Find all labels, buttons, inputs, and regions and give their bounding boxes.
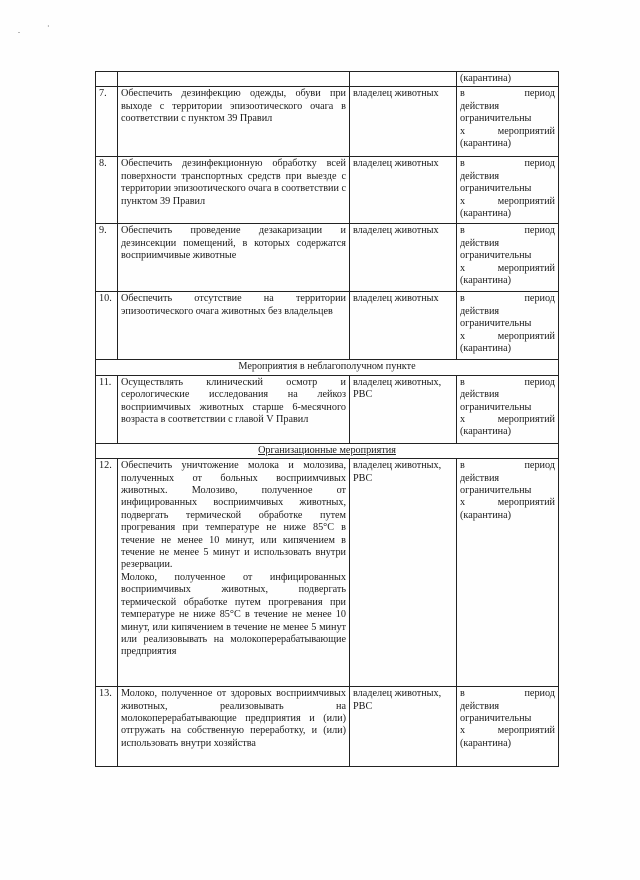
row-responsible: владелец животных: [350, 292, 457, 360]
term-line: действия: [460, 389, 500, 401]
term-word: в: [460, 225, 465, 237]
row-responsible: владелец животных: [350, 157, 457, 224]
term-line: (карантина): [460, 343, 512, 355]
term-word: мероприятий: [497, 262, 555, 274]
row-task: [118, 459, 350, 687]
row-task: Обеспечить дезинфекционную обработку всей поверхности транспортных средств при выезде с территории эпизоотического очага в соответствии с пунктом 39 Правил: [118, 157, 350, 224]
row-term: [457, 687, 559, 767]
term-line: (карантина): [460, 275, 512, 287]
row-responsible: владелец животных: [350, 224, 457, 292]
term-word: в: [460, 376, 465, 388]
row-responsible: [350, 72, 457, 87]
row-responsible: владелец животных, РВС: [350, 459, 457, 687]
row-term: [457, 292, 559, 360]
row-number: 9.: [96, 224, 118, 292]
term-word: х: [460, 497, 466, 509]
row-term: [457, 87, 559, 157]
row-number: 7.: [96, 87, 118, 157]
section-title-text: Организационные мероприятия: [258, 444, 396, 456]
term-line: ограничительны: [460, 713, 532, 725]
term-word: период: [524, 688, 555, 700]
term-word: х: [460, 195, 466, 207]
term-line: (карантина): [460, 426, 512, 438]
term-line: действия: [460, 700, 500, 712]
row-number: 13.: [96, 687, 118, 767]
table-row: [96, 292, 559, 360]
term-word: х: [460, 414, 466, 426]
row-task: Молоко, полученное от здоровых восприимчивых животных, реализовывать на молокоперерабатывающие предприятия и (или) отгружать на собственную переработку, и (или) использовать внутри хозяйства: [118, 687, 350, 767]
term-word: период: [524, 460, 555, 472]
term-word: мероприятий: [497, 497, 555, 509]
term-word: период: [524, 158, 555, 170]
term-word: период: [524, 88, 555, 100]
term-word: х: [460, 125, 466, 137]
row-term: [457, 224, 559, 292]
table-row: [96, 459, 559, 687]
term-word: мероприятий: [497, 725, 555, 737]
term-line: ограничительны: [460, 250, 532, 262]
term-word: х: [460, 725, 466, 737]
term-line: действия: [460, 237, 500, 249]
table-row: [96, 224, 559, 292]
term-word: в: [460, 688, 465, 700]
term-word: период: [524, 376, 555, 388]
term-word: х: [460, 262, 466, 274]
term-word: в: [460, 158, 465, 170]
term-line: ограничительны: [460, 401, 532, 413]
term-word: в: [460, 88, 465, 100]
row-term: [457, 459, 559, 687]
task-paragraph: Молоко, полученное от инфицированных восприимчивых животных, подвергать термической обработке путем прогревания при температуре не ниже 85°С в течение не менее 10 минут, или кипячением в течение не менее 5 минут или реализовывать на молокоперерабатывающие предприятия: [121, 571, 346, 658]
term-word: в: [460, 460, 465, 472]
row-responsible: владелец животных, РВС: [350, 687, 457, 767]
section-title: Мероприятия в неблагополучном пункте: [96, 360, 559, 375]
row-term: [457, 157, 559, 224]
term-line: (карантина): [460, 208, 512, 220]
term-line: действия: [460, 170, 500, 182]
row-task: Обеспечить отсутствие на территории эпизоотического очага животных без владельцев: [118, 292, 350, 360]
term-line: (карантина): [460, 138, 512, 150]
row-responsible: владелец животных, РВС: [350, 375, 457, 443]
row-number: [96, 72, 118, 87]
term-line: ограничительны: [460, 318, 532, 330]
section-title: [96, 443, 559, 458]
term-line: действия: [460, 100, 500, 112]
term-line: (карантина): [460, 737, 512, 749]
row-task: Осуществлять клинический осмотр и серологические исследования на лейкоз восприимчивых животных старше 6-месячного возраста в соответствии с главой V Правил: [118, 375, 350, 443]
row-task: Обеспечить проведение дезакаризации и дезинсекции помещений, в которых содержатся восприимчивые животные: [118, 224, 350, 292]
row-term: [457, 375, 559, 443]
row-number: 10.: [96, 292, 118, 360]
row-task: Обеспечить дезинфекцию одежды, обуви при выходе с территории эпизоотического очага в соответствии с пунктом 39 Правил: [118, 87, 350, 157]
term-word: период: [524, 293, 555, 305]
term-word: мероприятий: [497, 330, 555, 342]
row-task: [118, 72, 350, 87]
term-word: мероприятий: [497, 195, 555, 207]
section-header-row: [96, 360, 559, 375]
measures-table: [95, 71, 559, 767]
term-word: мероприятий: [497, 125, 555, 137]
term-word: мероприятий: [497, 414, 555, 426]
table-row: [96, 157, 559, 224]
term-line: ограничительны: [460, 183, 532, 195]
term-line: ограничительны: [460, 485, 532, 497]
table-row: [96, 87, 559, 157]
term-line: действия: [460, 472, 500, 484]
row-term: (карантина): [457, 72, 559, 87]
term-word: период: [524, 225, 555, 237]
table-row: [96, 687, 559, 767]
scan-speck: .: [18, 26, 20, 35]
scan-speck: ·: [47, 22, 50, 31]
task-paragraph: Обеспечить уничтожение молока и молозива, полученных от больных восприимчивых животных. Молозиво, полученное от инфицированных восприимчивых животных, подвергать термической обработке путем прогревания при температуре не ниже 85°С в течение не менее 10 минут, или кипячением в течение не менее 5 минут и использовать внутри резервации.: [121, 460, 346, 571]
row-number: 12.: [96, 459, 118, 687]
term-line: действия: [460, 305, 500, 317]
term-word: в: [460, 293, 465, 305]
row-number: 8.: [96, 157, 118, 224]
term-line: (карантина): [460, 509, 512, 521]
term-line: ограничительны: [460, 113, 532, 125]
table-row: [96, 72, 559, 87]
section-header-row: [96, 443, 559, 458]
row-number: 11.: [96, 375, 118, 443]
row-responsible: владелец животных: [350, 87, 457, 157]
term-word: х: [460, 330, 466, 342]
table-row: [96, 375, 559, 443]
